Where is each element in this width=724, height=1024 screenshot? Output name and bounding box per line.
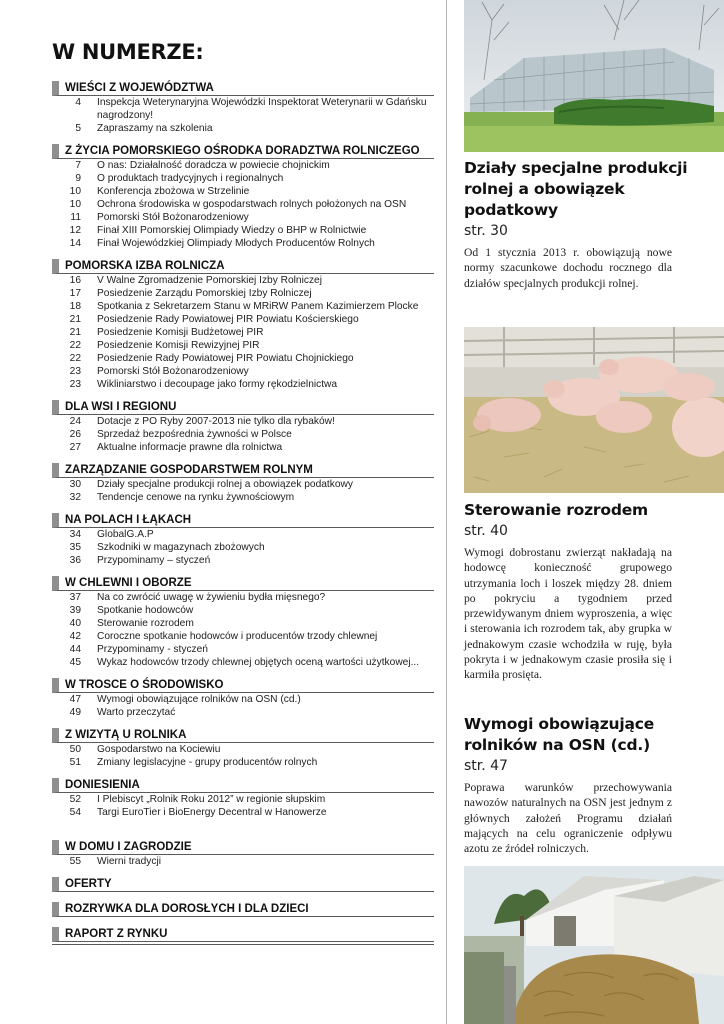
toc-entry[interactable]	[52, 528, 434, 541]
toc-entry-title: Spotkanie hodowców	[97, 605, 194, 616]
toc-entry-title: GlobalG.A.P	[97, 529, 154, 540]
toc-entry-title: Pomorski Stół Bożonarodzeniowy	[97, 212, 249, 223]
toc-entry-page: 11	[70, 212, 81, 223]
article-page: str. 30	[464, 223, 508, 239]
toc-entry-title: O produktach tradycyjnych i regionalnych	[97, 173, 284, 184]
toc-entry-title: Tendencje cenowe na rynku żywnościowym	[97, 492, 295, 503]
featured-column	[464, 0, 724, 1024]
toc-section-heading[interactable]: POMORSKA IZBA ROLNICZA	[52, 259, 434, 274]
toc-entry[interactable]	[52, 415, 434, 428]
toc-entry-page: 22	[69, 353, 81, 364]
toc-entry[interactable]	[52, 96, 434, 122]
toc-section	[52, 463, 434, 504]
toc-entry-title: Ochrona środowiska w gospodarstwach rolnych położonych na OSN	[97, 199, 407, 210]
toc-entry-page: 16	[69, 275, 81, 286]
toc-entry[interactable]	[52, 604, 434, 617]
toc-entry-page: 34	[69, 529, 81, 540]
toc-entry-page: 10	[69, 199, 81, 210]
article-lead: Od 1 stycznia 2013 r. obowiązują nowe normy szacunkowe dochodu rocznego dla działów specjalnych produkcji rolnej.	[464, 246, 672, 290]
article-title: Wymogi obowiązujące rolników na OSN (cd.)	[464, 715, 655, 754]
toc-entry-page: 7	[75, 160, 81, 171]
toc-entry-page: 23	[69, 366, 81, 377]
featured-article-1[interactable]	[464, 158, 722, 291]
toc-entry[interactable]	[52, 365, 434, 378]
toc-entry-title: Posiedzenie Rady Powiatowej PIR Powiatu Kościerskiego	[97, 314, 359, 325]
toc-section-heading[interactable]: OFERTY	[52, 877, 434, 892]
toc-entry-page: 47	[69, 694, 81, 705]
toc-entry-page: 10	[69, 186, 81, 197]
toc-section	[52, 877, 434, 892]
toc-entry[interactable]	[52, 122, 434, 135]
toc-entry[interactable]	[52, 491, 434, 504]
toc-entry[interactable]	[52, 198, 434, 211]
greenhouse-photo	[464, 0, 724, 152]
featured-article-2[interactable]	[464, 500, 722, 683]
toc-section-heading[interactable]: DLA WSI I REGIONU	[52, 400, 434, 415]
toc-entry-title: Posiedzenie Zarządu Pomorskiej Izby Rolniczej	[97, 288, 312, 299]
toc-section	[52, 927, 434, 945]
toc-section	[52, 513, 434, 567]
toc-entry[interactable]	[52, 806, 434, 819]
toc-entry-page: 30	[69, 479, 81, 490]
toc-entry-page: 32	[69, 492, 81, 503]
toc-section	[52, 81, 434, 135]
toc-column	[52, 0, 434, 1024]
toc-entry-page: 9	[75, 173, 81, 184]
toc-entry-title: Konferencja zbożowa w Strzelinie	[97, 186, 250, 197]
toc-entry[interactable]	[52, 541, 434, 554]
toc-entry[interactable]	[52, 743, 434, 756]
toc-section-heading[interactable]: ROZRYWKA DLA DOROSŁYCH I DLA DZIECI	[52, 902, 434, 917]
toc-entry-page: 5	[75, 123, 81, 134]
toc-entry[interactable]	[52, 478, 434, 491]
toc-entry-page: 21	[69, 314, 81, 325]
toc-entry-page: 55	[69, 856, 81, 867]
toc-section	[52, 144, 434, 250]
table-of-contents	[52, 72, 434, 945]
article-page: str. 40	[464, 523, 508, 539]
toc-entry[interactable]	[52, 159, 434, 172]
toc-entry[interactable]	[52, 693, 434, 706]
toc-entry-page: 4	[75, 97, 81, 108]
toc-entry-title: Przypominamy – styczeń	[97, 555, 211, 566]
toc-entry-page: 23	[69, 379, 81, 390]
article-title: Działy specjalne produkcji rolnej a obowiązek podatkowy	[464, 159, 688, 219]
toc-entry[interactable]	[52, 172, 434, 185]
toc-entry-title: Posiedzenie Rady Powiatowej PIR Powiatu Chojnickiego	[97, 353, 354, 364]
toc-entry-page: 24	[69, 416, 81, 427]
manure-storage-photo	[464, 866, 724, 1024]
toc-entry[interactable]	[52, 554, 434, 567]
toc-entry-title: I Plebiscyt „Rolnik Roku 2012” w regionie słupskim	[97, 794, 326, 805]
toc-section-heading[interactable]: W DOMU I ZAGRODZIE	[52, 840, 434, 855]
toc-entry-page: 50	[69, 744, 81, 755]
toc-entry[interactable]	[52, 441, 434, 454]
toc-entry-title: Zapraszamy na szkolenia	[97, 123, 213, 134]
toc-entry[interactable]	[52, 591, 434, 604]
toc-entry-page: 36	[69, 555, 81, 566]
toc-entry-page: 26	[69, 429, 81, 440]
toc-entry-title: Przypominamy - styczeń	[97, 644, 208, 655]
toc-section	[52, 728, 434, 769]
toc-entry-page: 42	[69, 631, 81, 642]
toc-entry-title: Finał Wojewódzkiej Olimpiady Młodych Producentów Rolnych	[97, 238, 375, 249]
toc-entry-title: Dotacje z PO Ryby 2007-2013 nie tylko dla rybaków!	[97, 416, 335, 427]
toc-entry[interactable]	[52, 617, 434, 630]
toc-entry[interactable]	[52, 313, 434, 326]
toc-section	[52, 576, 434, 669]
toc-entry[interactable]	[52, 855, 434, 868]
toc-entry-title: Gospodarstwo na Kociewiu	[97, 744, 221, 755]
toc-section-heading[interactable]: Z WIZYTĄ U ROLNIKA	[52, 728, 434, 743]
toc-entry-page: 45	[69, 657, 81, 668]
toc-entry-page: 52	[69, 794, 81, 805]
toc-entry[interactable]	[52, 706, 434, 719]
toc-section	[52, 902, 434, 917]
toc-entry-title: Szkodniki w magazynach zbożowych	[97, 542, 265, 553]
toc-entry-page: 14	[69, 238, 81, 249]
toc-section-heading[interactable]: WIEŚCI Z WOJEWÓDZTWA	[52, 81, 434, 96]
toc-entry-title: Na co zwrócić uwagę w żywieniu bydła mięsnego?	[97, 592, 326, 603]
article-page: str. 47	[464, 758, 508, 774]
toc-entry[interactable]	[52, 185, 434, 198]
toc-entry-title: Wikliniarstwo i decoupage jako formy rękodzielnictwa	[97, 379, 338, 390]
toc-entry-title: Wykaz hodowców trzody chlewnej objętych oceną wartości użytkowej...	[97, 657, 420, 668]
toc-entry-page: 12	[69, 225, 81, 236]
toc-entry[interactable]	[52, 630, 434, 643]
page-title: W NUMERZE:	[52, 40, 204, 64]
toc-entry-title: Coroczne spotkanie hodowców i producentów trzody chlewnej	[97, 631, 378, 642]
toc-entry-title: Targi EuroTier i BioEnergy Decentral w Hanowerze	[97, 807, 327, 818]
toc-section-heading[interactable]: DONIESIENIA	[52, 778, 434, 793]
toc-entry[interactable]	[52, 643, 434, 656]
toc-section-heading[interactable]: W TROSCE O ŚRODOWISKO	[52, 678, 434, 693]
toc-entry-title: Sprzedaż bezpośrednia żywności w Polsce	[97, 429, 292, 440]
toc-section	[52, 840, 434, 868]
toc-entry-title: Pomorski Stół Bożonarodzeniowy	[97, 366, 249, 377]
article-lead: Wymogi dobrostanu zwierząt nakładają na hodowcę konieczność grupowego utrzymania loch i loszek między 28. dniem po pokryciu a tygodniem przed przewidywanym dniem wyproszenia, a więc i sterowania ich rozrodem tak, aby grupka w jednakowym czasie wchodziła w ruję, była pokryta i w jednakowym czasie prosiła się i karmiła prosięta.	[464, 546, 672, 682]
toc-section	[52, 678, 434, 719]
toc-entry[interactable]	[52, 237, 434, 250]
toc-section-heading[interactable]: Z ŻYCIA POMORSKIEGO OŚRODKA DORADZTWA ROLNICZEGO	[52, 144, 434, 159]
column-divider	[446, 0, 447, 1024]
article-title: Sterowanie rozrodem	[464, 501, 648, 519]
toc-entry-title: Działy specjalne produkcji rolnej a obowiązek podatkowy	[97, 479, 353, 490]
toc-entry-title: Wierni tradycji	[97, 856, 161, 867]
pigs-photo	[464, 327, 724, 493]
toc-entry-page: 40	[69, 618, 81, 629]
toc-entry[interactable]	[52, 211, 434, 224]
toc-entry-title: Sterowanie rozrodem	[97, 618, 194, 629]
toc-entry[interactable]	[52, 300, 434, 313]
toc-section-heading[interactable]: ZARZĄDZANIE GOSPODARSTWEM ROLNYM	[52, 463, 434, 478]
toc-entry-page: 21	[69, 327, 81, 338]
toc-entry[interactable]	[52, 428, 434, 441]
toc-entry[interactable]	[52, 352, 434, 365]
toc-entry[interactable]	[52, 274, 434, 287]
toc-entry-page: 37	[69, 592, 81, 603]
toc-entry-title: Warto przeczytać	[97, 707, 176, 718]
toc-section-heading[interactable]: RAPORT Z RYNKU	[52, 927, 434, 942]
toc-entry[interactable]	[52, 287, 434, 300]
toc-entry-page: 51	[69, 757, 81, 768]
toc-entry-title: V Walne Zgromadzenie Pomorskiej Izby Rolniczej	[97, 275, 322, 286]
toc-entry[interactable]	[52, 656, 434, 669]
toc-entry[interactable]	[52, 339, 434, 352]
toc-entry-page: 54	[69, 807, 81, 818]
toc-entry[interactable]	[52, 756, 434, 769]
toc-entry-title: O nas: Działalność doradcza w powiecie chojnickim	[97, 160, 330, 171]
toc-entry-page: 44	[69, 644, 81, 655]
toc-entry-page: 27	[69, 442, 81, 453]
toc-entry-page: 35	[69, 542, 81, 553]
toc-entry-page: 39	[69, 605, 81, 616]
toc-entry-title: Wymogi obowiązujące rolników na OSN (cd.)	[97, 694, 301, 705]
toc-section	[52, 259, 434, 391]
toc-entry-title: Zmiany legislacyjne - grupy producentów rolnych	[97, 757, 318, 768]
featured-article-3[interactable]	[464, 714, 722, 856]
toc-entry-page: 18	[69, 301, 81, 312]
article-lead: Poprawa warunków przechowywania nawozów naturalnych na OSN jest jednym z głównych założeń Programu działań mających na celu ograniczenie odpływu azotu ze źródeł rolniczych.	[464, 781, 672, 856]
toc-entry[interactable]	[52, 793, 434, 806]
toc-section-heading[interactable]: W CHLEWNI I OBORZE	[52, 576, 434, 591]
toc-section	[52, 778, 434, 819]
toc-entry-title: Posiedzenie Komisji Budżetowej PIR	[97, 327, 264, 338]
toc-entry-page: 49	[69, 707, 81, 718]
toc-entry-page: 17	[69, 288, 81, 299]
toc-entry-title: Spotkania z Sekretarzem Stanu w MRiRW Panem Kazimierzem Plocke	[97, 301, 419, 312]
toc-entry-page: 22	[69, 340, 81, 351]
toc-entry[interactable]	[52, 326, 434, 339]
toc-section-heading[interactable]: NA POLACH I ŁĄKACH	[52, 513, 434, 528]
toc-entry-title: Posiedzenie Komisji Rewizyjnej PIR	[97, 340, 260, 351]
toc-entry-title: Finał XIII Pomorskiej Olimpiady Wiedzy o BHP w Rolnictwie	[97, 225, 367, 236]
toc-entry-title: Aktualne informacje prawne dla rolnictwa	[97, 442, 283, 453]
toc-entry[interactable]	[52, 224, 434, 237]
toc-entry[interactable]	[52, 378, 434, 391]
toc-entry-title: Inspekcja Weterynaryjna Wojewódzki Inspektorat Weterynarii w Gdańsku nagrodzony!	[97, 97, 427, 121]
toc-end-rule	[52, 944, 434, 945]
toc-section	[52, 400, 434, 454]
